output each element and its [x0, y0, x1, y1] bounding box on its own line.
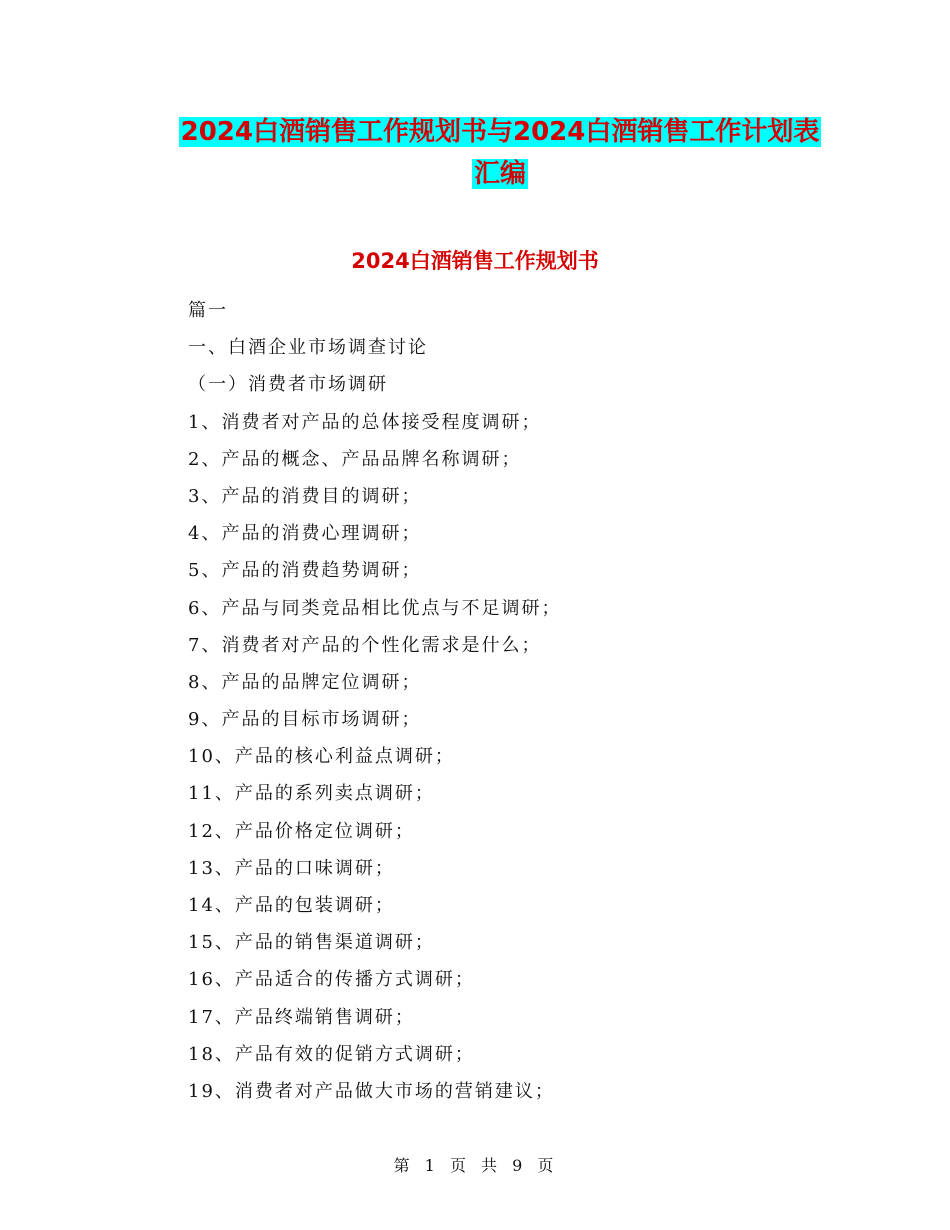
- body-line: 18、产品有效的促销方式调研；: [188, 1043, 475, 1065]
- document-title-line-2: [150, 150, 850, 198]
- document-title-text-1: 2024白酒销售工作规划书与2024白酒销售工作计划表: [180, 117, 820, 147]
- body-line: 16、产品适合的传播方式调研；: [188, 969, 475, 991]
- body-line: 15、产品的销售渠道调研；: [188, 932, 435, 954]
- body-line: 10、产品的核心利益点调研；: [188, 746, 455, 768]
- page-footer: 第 1 页 共 9 页: [393, 1156, 557, 1175]
- body-line: 9、产品的目标市场调研；: [188, 709, 422, 731]
- body-line: 7、消费者对产品的个性化需求是什么；: [188, 634, 542, 656]
- body-line: 2、产品的概念、产品品牌名称调研；: [188, 448, 522, 470]
- body-line: 一、白酒企业市场调查讨论: [188, 337, 428, 359]
- document-title-line-1: [150, 108, 850, 156]
- body-line: 4、产品的消费心理调研；: [188, 523, 422, 545]
- body-line: 13、产品的口味调研；: [188, 857, 395, 879]
- body-line: 6、产品与同类竞品相比优点与不足调研；: [188, 597, 562, 619]
- section-title: 2024白酒销售工作规划书: [351, 249, 599, 273]
- document-body: [188, 292, 828, 1110]
- body-line: 5、产品的消费趋势调研；: [188, 560, 422, 582]
- body-line: 14、产品的包装调研；: [188, 895, 395, 916]
- body-line: 12、产品价格定位调研；: [188, 820, 415, 842]
- body-line: 篇一: [188, 300, 228, 321]
- body-line: 3、产品的消费目的调研；: [188, 485, 422, 507]
- body-line: 17、产品终端销售调研；: [188, 1006, 415, 1028]
- body-line: 19、消费者对产品做大市场的营销建议；: [188, 1080, 555, 1102]
- body-line: （一）消费者市场调研: [188, 374, 388, 396]
- body-line: 1、消费者对产品的总体接受程度调研；: [188, 411, 542, 433]
- body-line: 11、产品的系列卖点调研；: [188, 783, 435, 805]
- document-title-text-2: 汇编: [473, 159, 526, 189]
- body-line: 8、产品的品牌定位调研；: [188, 671, 422, 693]
